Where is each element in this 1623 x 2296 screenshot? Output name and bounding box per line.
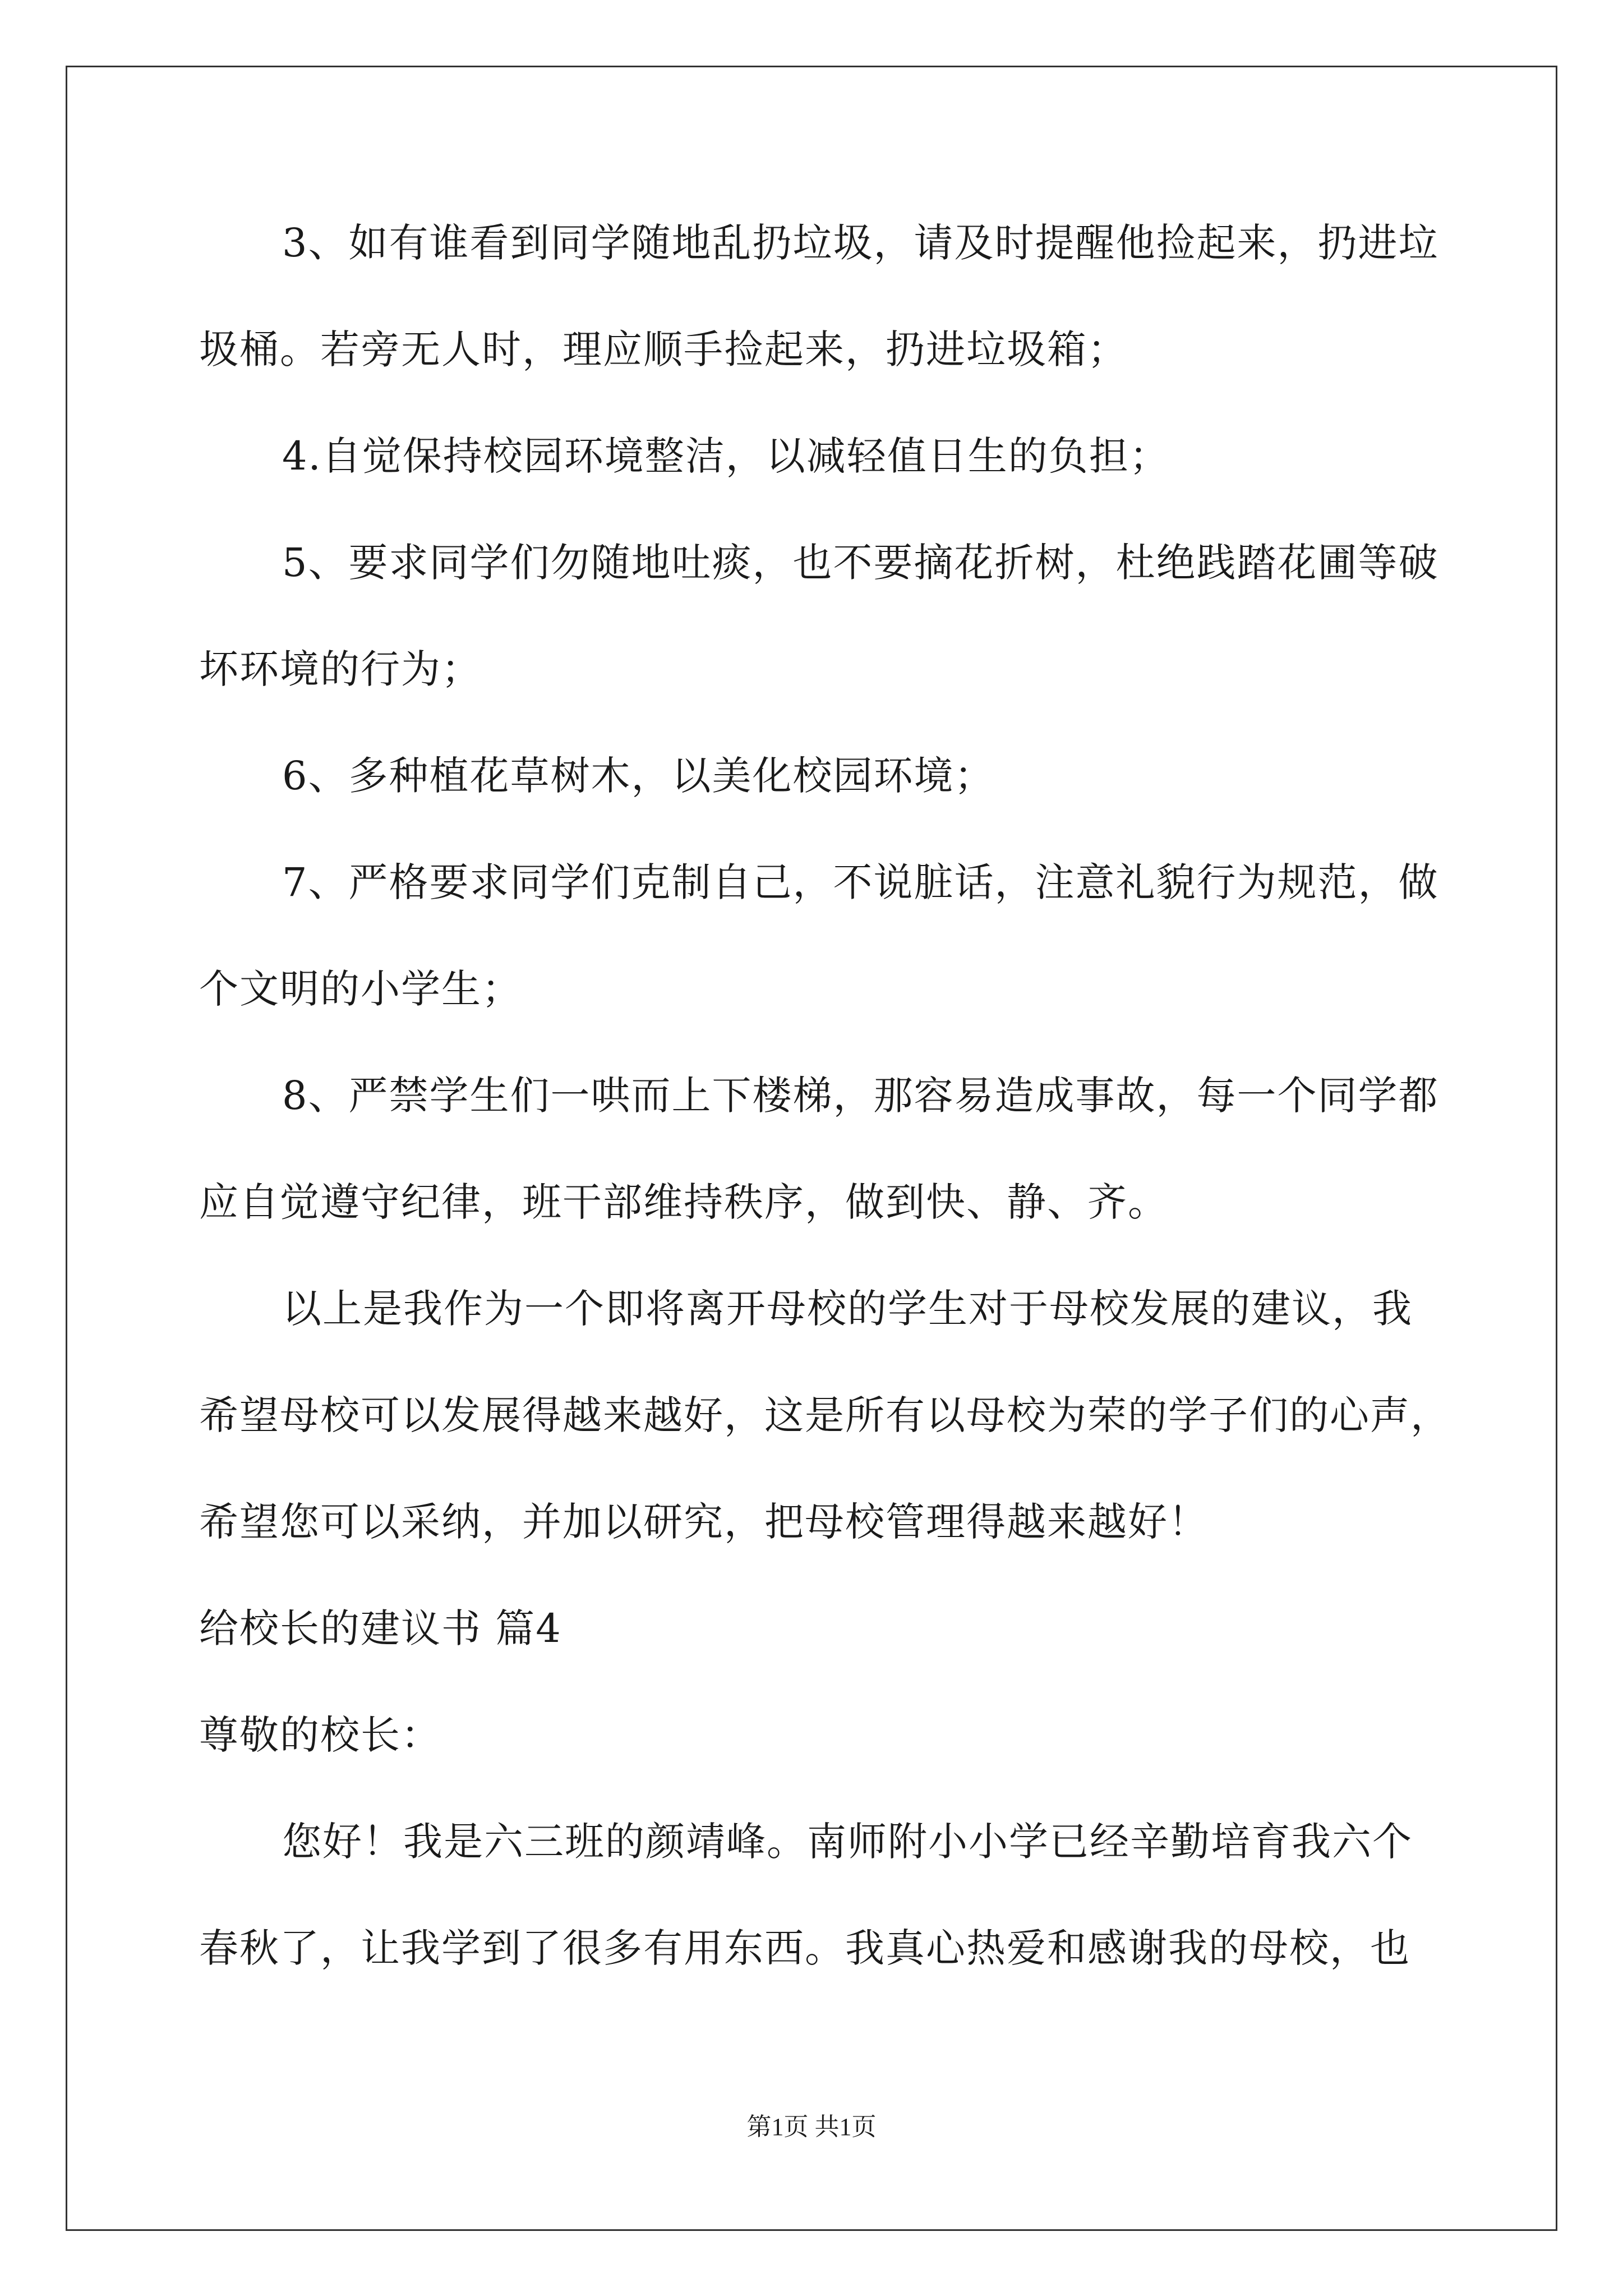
paragraph-line: 以上是我作为一个即将离开母校的学生对于母校发展的建议，我 [282, 1286, 1413, 1332]
salutation: 尊敬的校长： [199, 1712, 441, 1758]
paragraph-line: 个文明的小学生； [199, 966, 522, 1012]
paragraph-line: 应自觉遵守纪律，班干部维持秩序，做到快、静、齐。 [199, 1179, 1168, 1225]
paragraph-line: 5、要求同学们勿随地吐痰，也不要摘花折树，杜绝践踏花圃等破 [282, 540, 1439, 586]
paragraph-line: 坏环境的行为； [199, 646, 482, 692]
paragraph-line: 希望您可以采纳，并加以研究，把母校管理得越来越好！ [199, 1499, 1209, 1545]
paragraph-line: 您好！我是六三班的颜靖峰。南师附小小学已经辛勤培育我六个 [282, 1819, 1413, 1865]
page-footer: 第1页 共1页 [746, 2113, 877, 2141]
paragraph-line: 春秋了，让我学到了很多有用东西。我真心热爱和感谢我的母校，也 [199, 1925, 1410, 1971]
paragraph-line: 4.自觉保持校园环境整洁，以减轻值日生的负担； [282, 433, 1170, 479]
page-frame [66, 66, 1557, 2231]
paragraph-line: 6、多种植花草树木，以美化校园环境； [282, 753, 995, 799]
paragraph-line: 3、如有谁看到同学随地乱扔垃圾，请及时提醒他捡起来，扔进垃 [282, 220, 1439, 266]
paragraph-line: 8、严禁学生们一哄而上下楼梯，那容易造成事故，每一个同学都 [282, 1073, 1439, 1119]
section-heading: 给校长的建议书 篇4 [199, 1605, 562, 1651]
paragraph-line: 7、严格要求同学们克制自己，不说脏话，注意礼貌行为规范，做 [282, 859, 1439, 905]
paragraph-line: 希望母校可以发展得越来越好，这是所有以母校为荣的学子们的心声， [199, 1392, 1451, 1438]
paragraph-line: 圾桶。若旁无人时，理应顺手捡起来，扔进垃圾箱； [199, 326, 1128, 372]
